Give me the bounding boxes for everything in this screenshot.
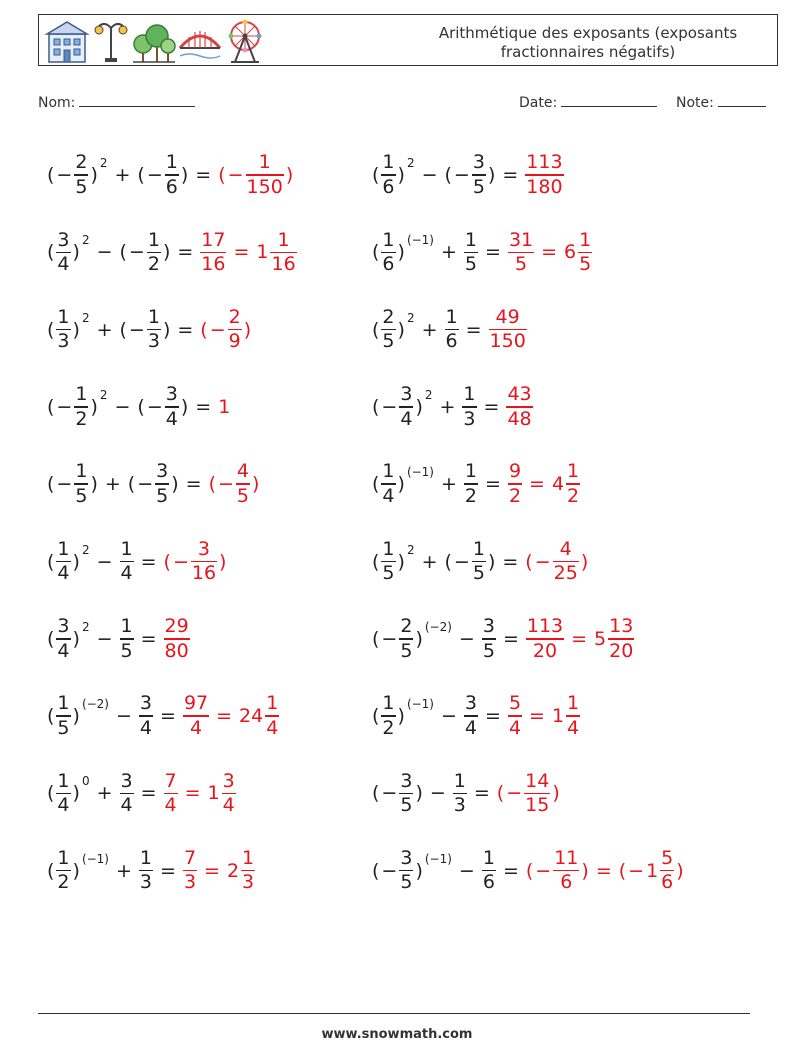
fraction: $\frac{1}{5}$: [57, 692, 70, 739]
answer-expression: ( − $\frac{14}{15}$ ): [496, 769, 560, 817]
fraction: $\frac{1}{16}$: [271, 228, 296, 276]
fraction: $\frac{1}{5}$: [464, 228, 478, 276]
fraction: $\frac{1}{6}$: [165, 151, 178, 198]
fraction: $\frac{1}{3}$: [147, 305, 160, 353]
street-lamp-icon: [91, 18, 131, 64]
fraction: $\frac{1}{6}$: [445, 305, 458, 353]
answer-expression: $\frac{17}{16}$ = 1 $\frac{1}{16}$: [201, 228, 296, 276]
problem-expression: ( − $\frac{1}{2}$ ) 2 − ( − $\frac{3}{4}$ ): [47, 383, 189, 430]
fraction: $\frac{1}{6}$: [482, 846, 495, 894]
problem-item: ( $\frac{1}{2}$ ) (−1) + $\frac{1}{3}$ = $\frac{7}{3}$ = 2 $\frac{1}{3}$: [47, 846, 255, 894]
problem-expression: ( $\frac{1}{2}$ ) (−1) + $\frac{1}{3}$: [47, 846, 153, 894]
fraction: $\frac{2}{5}$: [400, 615, 413, 662]
fraction: $\frac{1}{2}$: [464, 460, 478, 507]
fraction: $\frac{2}{9}$: [228, 305, 241, 353]
fraction: $\frac{1}{6}$: [382, 228, 395, 276]
fraction: $\frac{3}{5}$: [400, 769, 413, 817]
problem-item: ( − $\frac{1}{2}$ ) 2 − ( − $\frac{3}{4}$ ) = 1: [47, 383, 231, 430]
fraction: $\frac{1}{3}$: [242, 846, 255, 894]
fraction: $\frac{43}{48}$: [507, 383, 532, 430]
fraction: $\frac{1}{3}$: [57, 305, 70, 353]
answer-expression: ( − $\frac{3}{16}$ ): [163, 537, 227, 585]
problem-expression: ( $\frac{1}{3}$ ) 2 + ( − $\frac{1}{3}$ ): [47, 305, 171, 353]
fraction: $\frac{4}{25}$: [553, 537, 578, 585]
fraction: $\frac{7}{4}$: [164, 769, 177, 817]
fraction: $\frac{17}{16}$: [201, 228, 226, 276]
fraction: $\frac{31}{5}$: [508, 228, 534, 276]
problem-item: ( $\frac{3}{4}$ ) 2 − $\frac{1}{5}$ = $\frac{29}{80}$: [47, 615, 189, 662]
problem-expression: ( $\frac{3}{4}$ ) 2 − $\frac{1}{5}$: [47, 615, 133, 662]
name-field: [38, 94, 195, 111]
answer-expression: $\frac{7}{3}$ = 2 $\frac{1}{3}$: [183, 846, 255, 894]
problem-expression: ( $\frac{2}{5}$ ) 2 + $\frac{1}{6}$: [372, 305, 458, 353]
fraction: $\frac{3}{4}$: [57, 615, 70, 662]
answer-expression: $\frac{9}{2}$ = 4 $\frac{1}{2}$: [508, 460, 580, 507]
ferris-wheel-icon: [223, 18, 267, 64]
fraction: $\frac{1}{4}$: [57, 537, 70, 585]
fraction: $\frac{3}{4}$: [120, 769, 133, 817]
answer-expression: $\frac{31}{5}$ = 6 $\frac{1}{5}$: [508, 228, 592, 276]
footer-url: www.snowmath.com: [321, 1027, 473, 1042]
problem-item: ( $\frac{3}{4}$ ) 2 − ( − $\frac{1}{2}$ ) = $\frac{17}{16}$ = 1 $\frac{1}{16}$: [47, 228, 296, 276]
date-label: Date:: [519, 95, 558, 111]
fraction: $\frac{49}{150}$: [489, 305, 526, 353]
fraction: $\frac{1}{2}$: [382, 692, 395, 739]
fraction: $\frac{1}{5}$: [382, 537, 395, 585]
problem-expression: ( − $\frac{3}{5}$ ) − $\frac{1}{3}$: [372, 769, 466, 817]
problem-item: ( $\frac{1}{6}$ ) 2 − ( − $\frac{3}{5}$ ) = $\frac{113}{180}$: [372, 151, 563, 198]
answer-expression: ( − $\frac{4}{5}$ ): [208, 460, 260, 507]
fraction: $\frac{1}{2}$: [567, 460, 580, 507]
problem-expression: ( − $\frac{2}{5}$ ) 2 + ( − $\frac{1}{6}$ ): [47, 151, 189, 198]
fraction: $\frac{1}{2}$: [75, 383, 88, 430]
problem-expression: ( $\frac{1}{5}$ ) (−2) − $\frac{3}{4}$: [47, 692, 153, 739]
answer-expression: ( − $\frac{2}{9}$ ): [200, 305, 252, 353]
fraction: $\frac{4}{5}$: [236, 460, 249, 507]
fraction: $\frac{3}{16}$: [191, 537, 217, 585]
fraction: $\frac{7}{3}$: [183, 846, 197, 894]
answer-expression: [163, 615, 191, 663]
fraction: $\frac{9}{2}$: [508, 460, 522, 507]
fraction: $\frac{14}{15}$: [525, 769, 550, 817]
fraction: $\frac{1}{2}$: [147, 228, 160, 276]
footer-divider: [38, 1013, 750, 1014]
problem-item: ( − $\frac{2}{5}$ ) (−2) − $\frac{3}{5}$ = $\frac{113}{20}$ = 5 $\frac{13}{20}$: [372, 615, 634, 662]
problem-item: ( $\frac{2}{5}$ ) 2 + $\frac{1}{6}$ = $\frac{49}{150}$: [372, 305, 526, 353]
problem-expression: ( − $\frac{3}{5}$ ) (−1) − $\frac{1}{6}$: [372, 846, 495, 894]
problem-item: ( $\frac{1}{4}$ ) 2 − $\frac{1}{4}$ = ( − $\frac{3}{16}$ ): [47, 537, 227, 585]
problem-item: ( $\frac{1}{5}$ ) 2 + ( − $\frac{1}{5}$ ) = ( − $\frac{4}{25}$ ): [372, 537, 589, 585]
fraction: $\frac{1}{3}$: [453, 769, 466, 817]
problem-item: ( $\frac{1}{4}$ ) (−1) + $\frac{1}{2}$ = $\frac{9}{2}$ = 4 $\frac{1}{2}$: [372, 460, 580, 507]
fraction: $\frac{1}{5}$: [472, 537, 485, 585]
fraction: $\frac{1}{4}$: [382, 460, 395, 507]
problem-expression: ( $\frac{1}{4}$ ) 2 − $\frac{1}{4}$: [47, 537, 133, 585]
fraction: $\frac{113}{180}$: [526, 151, 563, 198]
worksheet-title: Arithmétique des exposants (exposants fractionnaires négatifs): [438, 24, 738, 61]
problem-item: ( − $\frac{3}{5}$ ) − $\frac{1}{3}$ = ( − $\frac{14}{15}$ ): [372, 769, 560, 817]
answer-expression: [488, 306, 528, 354]
problem-item: ( $\frac{1}{4}$ ) 0 + $\frac{3}{4}$ = $\frac{7}{4}$ = 1 $\frac{3}{4}$: [47, 769, 235, 817]
fraction: $\frac{1}{5}$: [120, 615, 133, 662]
fraction: $\frac{1}{5}$: [579, 228, 592, 276]
header-icons: [43, 17, 267, 65]
answer-expression: $\frac{97}{4}$ = 24 $\frac{1}{4}$: [183, 692, 279, 739]
problem-item: ( − $\frac{3}{5}$ ) (−1) − $\frac{1}{6}$ = ( − $\frac{11}{6}$ ) = ( − 1 $\frac{5}{6}$ ): [372, 846, 684, 894]
fraction: $\frac{3}{4}$: [165, 383, 178, 430]
fraction: $\frac{2}{5}$: [382, 305, 395, 353]
fraction: $\frac{97}{4}$: [183, 692, 209, 739]
problem-item: ( $\frac{1}{5}$ ) (−2) − $\frac{3}{4}$ = $\frac{97}{4}$ = 24 $\frac{1}{4}$: [47, 692, 279, 739]
problem-item: ( − $\frac{2}{5}$ ) 2 + ( − $\frac{1}{6}$ ) = ( − $\frac{1}{150}$ ): [47, 151, 294, 198]
problem-item: ( $\frac{1}{6}$ ) (−1) + $\frac{1}{5}$ = $\frac{31}{5}$ = 6 $\frac{1}{5}$: [372, 228, 592, 276]
answer-expression: $\frac{5}{4}$ = 1 $\frac{1}{4}$: [508, 692, 580, 739]
building-icon: [43, 18, 91, 64]
fraction: $\frac{3}{4}$: [139, 692, 153, 739]
fraction: $\frac{1}{4}$: [120, 537, 133, 585]
problem-expression: ( $\frac{3}{4}$ ) 2 − ( − $\frac{1}{2}$ ): [47, 228, 171, 276]
answer-expression: ( − $\frac{11}{6}$ ) = ( − 1 $\frac{5}{6}$ ): [525, 846, 684, 894]
problem-expression: ( $\frac{1}{4}$ ) 0 + $\frac{3}{4}$: [47, 769, 133, 817]
answer-expression: ( − $\frac{4}{25}$ ): [525, 537, 589, 585]
fraction: $\frac{11}{6}$: [554, 846, 579, 894]
problem-expression: ( $\frac{1}{4}$ ) (−1) + $\frac{1}{2}$: [372, 460, 478, 507]
note-label: Note:: [676, 95, 714, 111]
problem-item: ( $\frac{1}{3}$ ) 2 + ( − $\frac{1}{3}$ ) = ( − $\frac{2}{9}$ ): [47, 305, 252, 353]
problem-expression: ( $\frac{1}{2}$ ) (−1) − $\frac{3}{4}$: [372, 692, 478, 739]
fraction: $\frac{3}{4}$: [400, 383, 413, 430]
fraction: $\frac{13}{20}$: [609, 615, 634, 662]
fraction: $\frac{113}{20}$: [526, 615, 564, 662]
fraction: $\frac{1}{4}$: [57, 769, 70, 817]
fraction: $\frac{1}{4}$: [266, 692, 279, 739]
answer-expression: 1: [218, 395, 231, 418]
fraction: $\frac{3}{5}$: [472, 151, 485, 198]
problem-expression: ( $\frac{1}{5}$ ) 2 + ( − $\frac{1}{5}$ ): [372, 537, 496, 585]
problem-expression: ( − $\frac{3}{4}$ ) 2 + $\frac{1}{3}$: [372, 383, 476, 430]
problem-expression: ( $\frac{1}{6}$ ) 2 − ( − $\frac{3}{5}$ ): [372, 151, 496, 198]
answer-expression: ( − $\frac{1}{150}$ ): [218, 151, 294, 198]
fraction: $\frac{1}{3}$: [139, 846, 153, 894]
problem-expression: ( − $\frac{1}{5}$ ) + ( − $\frac{3}{5}$ ): [47, 460, 179, 507]
fraction: $\frac{5}{4}$: [508, 692, 522, 739]
problem-item: ( − $\frac{1}{5}$ ) + ( − $\frac{3}{5}$ ) = ( − $\frac{4}{5}$ ): [47, 460, 260, 507]
fraction: $\frac{1}{150}$: [246, 151, 283, 198]
fraction: $\frac{3}{5}$: [482, 615, 495, 662]
problem-expression: ( $\frac{1}{6}$ ) (−1) + $\frac{1}{5}$: [372, 228, 478, 276]
fraction: $\frac{1}{2}$: [57, 846, 70, 894]
answer-expression: $\frac{7}{4}$ = 1 $\frac{3}{4}$: [164, 769, 235, 817]
problem-expression: ( − $\frac{2}{5}$ ) (−2) − $\frac{3}{5}$: [372, 615, 495, 662]
date-blank: [561, 94, 657, 107]
fraction: $\frac{3}{4}$: [222, 769, 235, 817]
fraction: $\frac{1}{5}$: [75, 460, 88, 507]
fraction: $\frac{1}{6}$: [382, 151, 395, 198]
fraction: $\frac{3}{5}$: [156, 460, 169, 507]
fraction: $\frac{3}{4}$: [464, 692, 478, 739]
name-blank: [79, 94, 195, 107]
answer-expression: [505, 383, 533, 431]
fraction: $\frac{2}{5}$: [75, 151, 88, 198]
answer-expression: $\frac{113}{20}$ = 5 $\frac{13}{20}$: [526, 615, 634, 662]
fraction: $\frac{3}{4}$: [57, 228, 70, 276]
fraction: $\frac{3}{5}$: [400, 846, 413, 894]
note-field: [676, 94, 766, 111]
problem-item: ( $\frac{1}{2}$ ) (−1) − $\frac{3}{4}$ = $\frac{5}{4}$ = 1 $\frac{1}{4}$: [372, 692, 580, 739]
trees-icon: [131, 18, 177, 64]
fraction: $\frac{29}{80}$: [164, 615, 189, 662]
bridge-icon: [177, 18, 223, 64]
fraction: $\frac{1}{3}$: [463, 383, 476, 430]
note-blank: [718, 94, 766, 107]
name-label: Nom:: [38, 95, 76, 111]
date-field: [519, 94, 657, 111]
fraction: $\frac{5}{6}$: [661, 846, 674, 894]
worksheet-header: [38, 14, 778, 66]
answer-expression: [524, 151, 564, 199]
problem-item: ( − $\frac{3}{4}$ ) 2 + $\frac{1}{3}$ = $\frac{43}{48}$: [372, 383, 532, 430]
fraction: $\frac{1}{4}$: [567, 692, 580, 739]
